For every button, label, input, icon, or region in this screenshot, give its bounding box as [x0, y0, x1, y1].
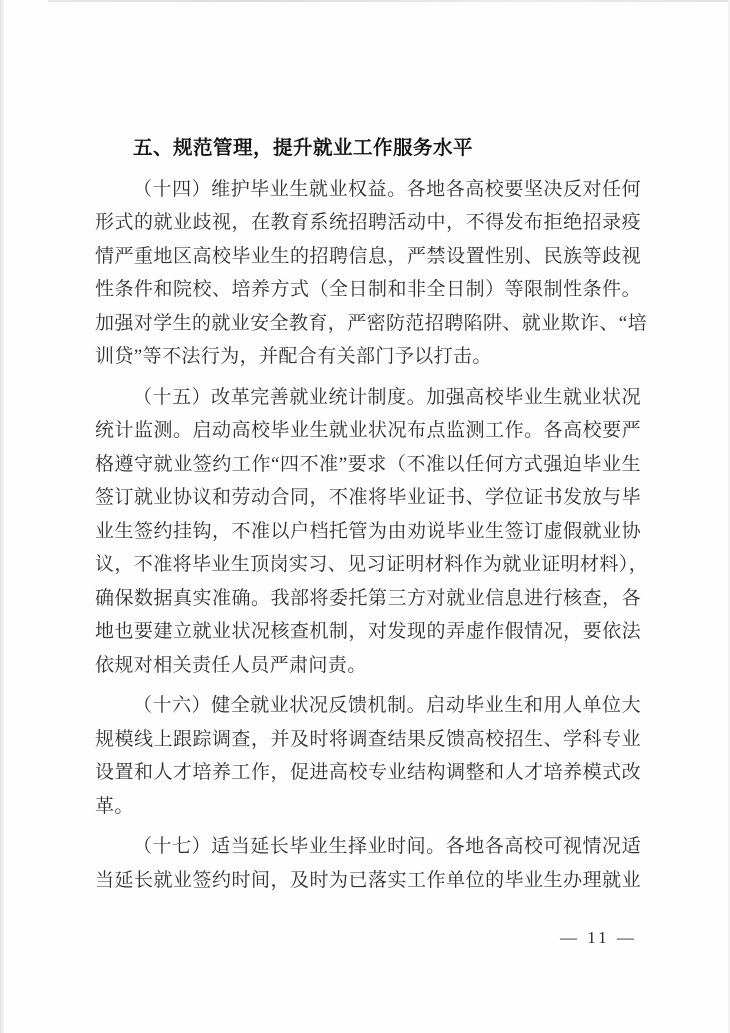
paragraph-line: 地也要建立就业状况核查机制，对发现的弄虚作假情况，要依法	[95, 621, 641, 642]
paragraph-line: 规模线上跟踪调查，并及时将调查结果反馈高校招生、学科专业	[95, 728, 641, 750]
paragraph-line: （十四）维护毕业生就业权益。各地各高校要坚决反对任何	[133, 178, 641, 200]
paragraph-line: 设置和人才培养工作，促进高校专业结构调整和人才培养模式改	[95, 762, 641, 783]
page-number: — 11 —	[560, 928, 637, 947]
paragraph-line: 当延长就业签约时间，及时为已落实工作单位的毕业生办理就业	[95, 869, 641, 891]
scan-artifact-left-edge	[0, 0, 4, 1033]
paragraph-line: 依规对相关责任人员严肃问责。	[95, 654, 367, 676]
paragraph-15	[95, 381, 649, 683]
paragraph-16	[95, 689, 641, 823]
paragraph-line: （十七）适当延长毕业生择业时间。各地各高校可视情况适	[133, 836, 641, 857]
section-heading: 五、规范管理，提升就业工作服务水平	[133, 137, 474, 159]
paragraph-line: 统计监测。启动高校毕业生就业状况布点监测工作。各高校要严	[95, 420, 641, 441]
paragraph-line: 训贷”等不法行为，并配合有关部门予以打击。	[95, 346, 492, 367]
paragraph-line: 加强对学生的就业安全教育，严密防范招聘陷阱、就业欺诈、“培	[95, 312, 648, 334]
paragraph-line: （十六）健全就业状况反馈机制。启动毕业生和用人单位大	[133, 695, 641, 716]
paragraph-line: 性条件和院校、培养方式（全日制和非全日制）等限制性条件。	[95, 279, 641, 300]
paragraph-line: 业生签约挂钩，不准以户档托管为由劝说毕业生签订虚假就业协	[95, 520, 641, 542]
paragraph-line: 签订就业协议和劳动合同，不准将毕业证书、学位证书发放与毕	[95, 487, 641, 508]
paragraph-line: 形式的就业歧视，在教育系统招聘活动中，不得发布拒绝招录疫	[95, 212, 641, 233]
paragraph-17	[95, 830, 641, 897]
scan-artifact-top-edge	[48, 0, 730, 2]
paragraph-line: （十五）改革完善就业统计制度。加强高校毕业生就业状况	[133, 386, 641, 408]
paragraph-line: 议，不准将毕业生顶岗实习、见习证明材料作为就业证明材料），	[95, 554, 649, 575]
document-body	[95, 132, 649, 897]
paragraph-line: 情严重地区高校毕业生的招聘信息，严禁设置性别、民族等歧视	[95, 245, 641, 267]
paragraph-line: 革。	[95, 795, 134, 817]
paragraph-line: 确保数据真实准确。我部将委托第三方对就业信息进行核查，各	[95, 587, 641, 609]
paragraph-14	[95, 173, 648, 374]
paragraph-line: 格遵守就业签约工作“四不准”要求（不准以任何方式强迫毕业生	[95, 453, 641, 475]
